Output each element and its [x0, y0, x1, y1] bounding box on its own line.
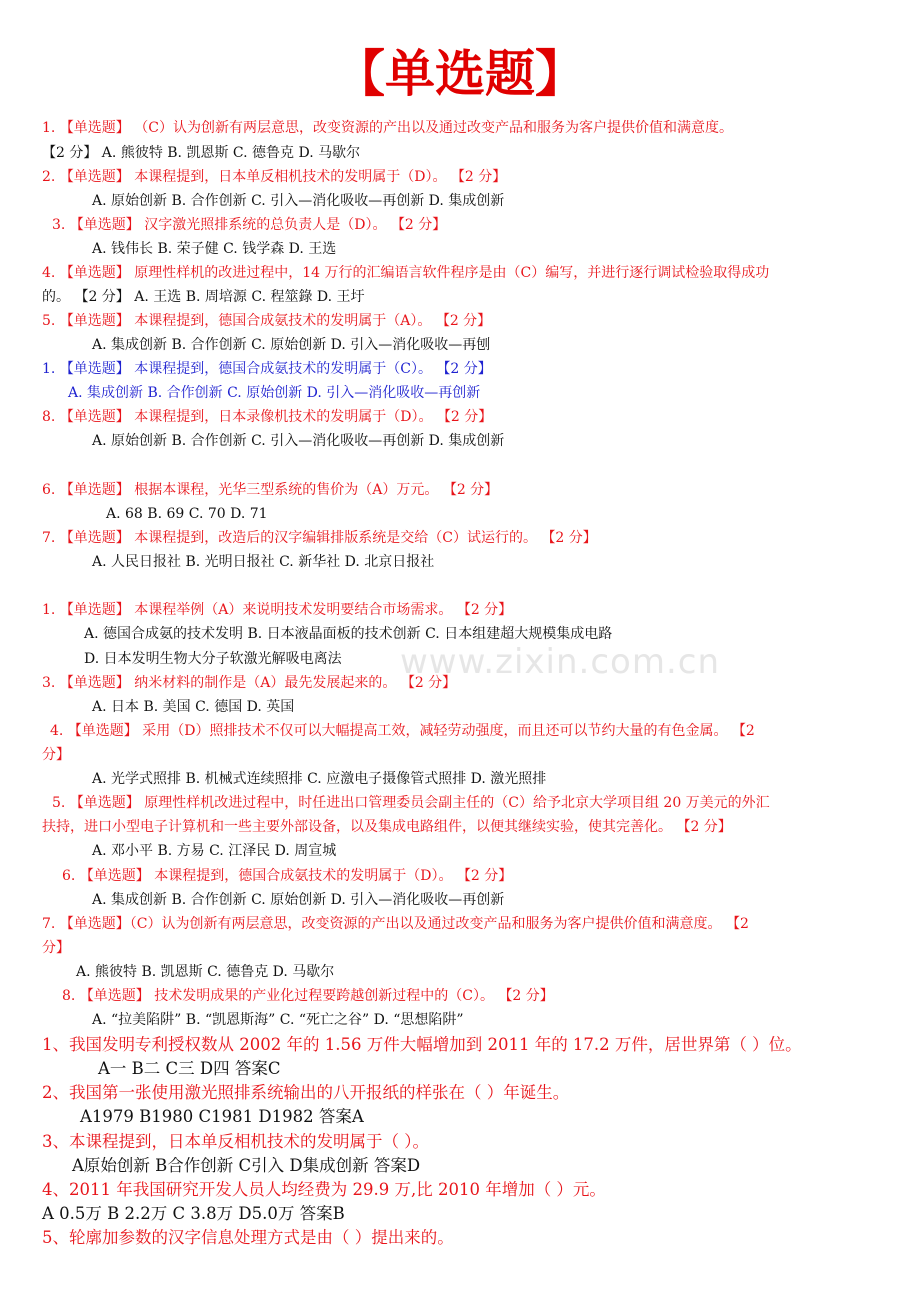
question-line: A1979 B1980 C1981 D1982 答案A	[80, 1107, 364, 1126]
question-line: 4. 【单选题】 原理性样机的改进过程中，14 万行的汇编语言软件程序是由（C）编写，并进行逐行调试检验取得成功	[42, 265, 770, 281]
question-line: A原始创新 B合作创新 C引入 D集成创新 答案D	[72, 1156, 421, 1175]
question-line: 4. 【单选题】 采用（D）照排技术不仅可以大幅提高工效，减轻劳动强度，而且还可以节约大量的有色金属。 【2	[50, 723, 755, 739]
question-line: A. 日本 B. 美国 C. 德国 D. 英国	[92, 699, 295, 715]
question-line: A. 原始创新 B. 合作创新 C. 引入—消化吸收—再创新 D. 集成创新	[92, 433, 505, 449]
question-line: 2. 【单选题】 本课程提到，日本单反相机技术的发明属于（D）。 【2 分】	[42, 169, 507, 185]
question-line: 扶持，进口小型电子计算机和一些主要外部设备，以及集成电路组件，以便其继续实验，使其完善化。 【2 分】	[42, 819, 732, 835]
question-line: A. 集成创新 B. 合作创新 C. 原始创新 D. 引入—消化吸收—再创新	[68, 385, 481, 401]
question-line: A. “拉美陷阱” B. “凯恩斯海” C. “死亡之谷” D. “思想陷阱”	[92, 1012, 464, 1028]
question-line: 5. 【单选题】 本课程提到，德国合成氨技术的发明属于（A）。 【2 分】	[42, 313, 492, 329]
question-line: D. 日本发明生物大分子软激光解吸电离法	[84, 651, 342, 667]
question-line: 分】	[42, 747, 70, 763]
question-line: 的。 【2 分】 A. 王选 B. 周培源 C. 程筮錄 D. 王圩	[42, 289, 365, 305]
question-line: A. 人民日报社 B. 光明日报社 C. 新华社 D. 北京日报社	[92, 554, 435, 570]
watermark-text: www.zixin.com.cn	[400, 642, 720, 682]
question-line: 3. 【单选题】 汉字激光照排系统的总负责人是（D）。 【2 分】	[52, 217, 447, 233]
question-line: 3、本课程提到，日本单反相机技术的发明属于（ ）。	[42, 1132, 429, 1151]
question-line: 【2 分】 A. 熊彼特 B. 凯恩斯 C. 德鲁克 D. 马歇尔	[42, 145, 361, 161]
question-line: 1. 【单选题】 本课程提到，德国合成氨技术的发明属于（C）。 【2 分】	[42, 361, 492, 377]
question-line: A. 原始创新 B. 合作创新 C. 引入—消化吸收—再创新 D. 集成创新	[92, 193, 505, 209]
question-line: 1. 【单选题】 （C）认为创新有两层意思，改变资源的产出以及通过改变产品和服务为客户提供价值和满意度。	[42, 120, 733, 136]
question-line: 分】	[42, 940, 70, 956]
question-line: A. 68 B. 69 C. 70 D. 71	[106, 506, 268, 522]
question-line: 2、我国第一张使用激光照排系统输出的八开报纸的样张在（ ）年诞生。	[42, 1083, 570, 1102]
question-line: A. 德国合成氨的技术发明 B. 日本液晶面板的技术创新 C. 日本组建超大规模集成电路	[84, 626, 613, 642]
question-line: 1. 【单选题】 本课程举例（A）来说明技术发明要结合市场需求。 【2 分】	[42, 602, 513, 618]
question-line: A. 集成创新 B. 合作创新 C. 原始创新 D. 引入—消化吸收—再刨	[92, 337, 491, 353]
question-line: 3. 【单选题】 纳米材料的制作是（A）最先发展起来的。 【2 分】	[42, 675, 457, 691]
question-line: 1、我国发明专利授权数从 2002 年的 1.56 万件大幅增加到 2011 年的 17.2 万件，居世界第（ ）位。	[42, 1035, 802, 1054]
question-line: A. 邓小平 B. 方易 C. 江泽民 D. 周宣城	[92, 843, 337, 859]
page-title: 【单选题】	[335, 44, 585, 103]
question-line: 7. 【单选题】（C）认为创新有两层意思，改变资源的产出以及通过改变产品和服务为客户提供价值和满意度。 【2	[42, 916, 749, 932]
question-line: 8. 【单选题】 本课程提到，日本录像机技术的发明属于（D）。 【2 分】	[42, 409, 493, 425]
question-line: 5、轮廓加参数的汉字信息处理方式是由（ ）提出来的。	[42, 1228, 454, 1247]
question-line: A. 集成创新 B. 合作创新 C. 原始创新 D. 引入—消化吸收—再创新	[92, 892, 505, 908]
question-line: 7. 【单选题】 本课程提到，改造后的汉字编辑排版系统是交给（C）试运行的。 【2 分】	[42, 530, 597, 546]
question-line: A 0.5万 B 2.2万 C 3.8万 D5.0万 答案B	[42, 1204, 345, 1223]
question-line: A一 B二 C三 D四 答案C	[98, 1059, 281, 1078]
question-line: 5. 【单选题】 原理性样机改进过程中，时任进出口管理委员会副主任的（C）给予北京大学项目组 20 万美元的外汇	[52, 795, 770, 811]
question-line: A. 光学式照排 B. 机械式连续照排 C. 应激电子摄像管式照排 D. 激光照排	[92, 771, 547, 787]
question-line: 8. 【单选题】 技术发明成果的产业化过程要跨越创新过程中的（C）。 【2 分】	[62, 988, 554, 1004]
question-line: A. 熊彼特 B. 凯恩斯 C. 德鲁克 D. 马歇尔	[76, 964, 335, 980]
question-line: A. 钱伟长 B. 荣子健 C. 钱学森 D. 王选	[92, 241, 337, 257]
question-line: 4、2011 年我国研究开发人员人均经费为 29.9 万,比 2010 年增加（ ）元。	[42, 1180, 606, 1199]
question-line: 6. 【单选题】 根据本课程，光华三型系统的售价为（A）万元。 【2 分】	[42, 482, 499, 498]
question-line: 6. 【单选题】 本课程提到，德国合成氨技术的发明属于（D）。 【2 分】	[62, 868, 513, 884]
